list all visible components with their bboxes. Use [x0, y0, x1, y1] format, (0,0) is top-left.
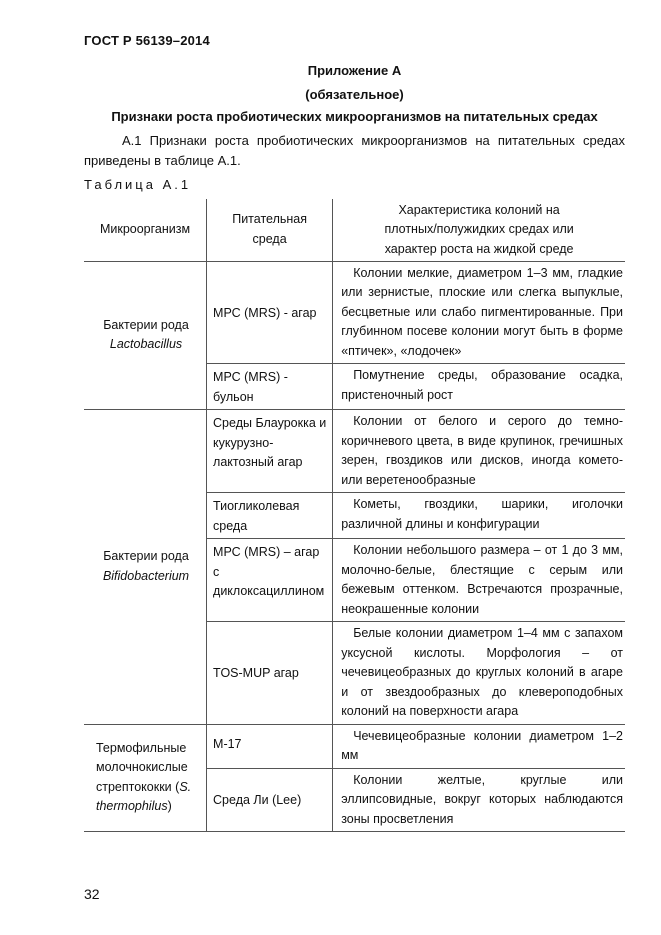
medium-cell: МРС (MRS) - агар	[207, 261, 333, 364]
header-medium: Питательная среда	[207, 199, 333, 261]
characteristic-cell	[333, 410, 625, 493]
characteristic-cell	[333, 539, 625, 622]
characteristic-text: Помутнение среды, образование осадка, пристеночный рост	[341, 368, 623, 402]
organism-latin: S. thermophilus	[96, 779, 192, 814]
characteristic-text: Колонии мелкие, диаметром 1–3 мм, гладкие или зернистые, плоские или слегка выпуклые, бесцветные или слабо пигментированные. При глубинном посеве колонии могут быть в форме «птичек», «лодочек»	[341, 265, 623, 358]
table-row	[84, 261, 625, 364]
header-organism: Микроорганизм	[84, 199, 207, 261]
characteristic-cell	[333, 493, 625, 539]
appendix-status: (обязательное)	[305, 87, 404, 102]
characteristic-text: Кометы, гвоздики, шарики, иголочки различной длины и конфигурации	[341, 497, 623, 531]
organism-latin: Bifidobacterium	[102, 568, 190, 583]
characteristic-text: Колонии небольшого размера – от 1 до 3 мм, молочно-белые, блестящие с серым или бежевым оттенком. Встречаются прозрачные, неокрашенные колонии	[341, 543, 623, 616]
page-number: 32	[84, 886, 100, 902]
table-row	[84, 724, 625, 768]
medium-cell: МРС (MRS) - бульон	[207, 364, 333, 410]
organism-tail: )	[167, 799, 172, 814]
organism-cell	[84, 724, 207, 832]
organism-cell	[84, 410, 207, 725]
medium-cell: МРС (MRS) – агар с диклоксациллином	[207, 539, 333, 622]
appendix-title: Приложение А	[307, 63, 402, 78]
characteristic-text: Колонии желтые, круглые или эллипсовидные, вокруг которых наблюдаются зоны просветления	[341, 772, 623, 826]
table-header-row	[84, 199, 625, 261]
characteristic-cell	[333, 768, 625, 832]
table-caption: Таблица А.1	[84, 177, 192, 192]
medium-cell: М-17	[207, 724, 333, 768]
document-code: ГОСТ Р 56139–2014	[84, 33, 210, 48]
characteristic-text: Колонии от белого и серого до темно-коричневого цвета, в виде крупинок, гречишных зерен, гвоздиков или дисков, иногда комето- или веретенообразные	[341, 414, 623, 487]
intro-paragraph: А.1 Признаки роста пробиотических микроорганизмов на питательных средах приведены в таблице А.1.	[84, 133, 625, 168]
medium-cell: Среды Блаурокка и кукурузно-лактозный агар	[207, 410, 333, 493]
medium-cell: Среда Ли (Lee)	[207, 768, 333, 832]
characteristic-cell	[333, 364, 625, 410]
table-row	[84, 410, 625, 493]
organism-latin: Lactobacillus	[109, 337, 183, 352]
characteristic-cell	[333, 724, 625, 768]
organism-name: Бактерии рода	[103, 549, 189, 564]
medium-cell: TOS-MUP агар	[207, 622, 333, 725]
characteristic-cell	[333, 622, 625, 725]
characteristic-text: Белые колонии диаметром 1–4 мм с запахом уксусной кислоты. Морфология – от чечевицеобразных до круглых колоний в агаре и от звездообразных до клевероподобных колоний на поверхности агара	[341, 626, 623, 718]
medium-cell: Тиогликолевая среда	[207, 493, 333, 539]
organism-name: Бактерии рода	[103, 317, 189, 332]
characteristic-cell	[333, 261, 625, 364]
appendix-heading: Признаки роста пробиотических микроорганизмов на питательных средах	[111, 109, 598, 124]
organism-cell	[84, 261, 207, 410]
growth-table	[84, 199, 625, 832]
organism-name: Термофильные молочнокислые стрептококки (	[96, 740, 188, 794]
characteristic-text: Чечевицеобразные колонии диаметром 1–2 мм	[341, 728, 623, 762]
header-characteristic: Характеристика колоний на плотных/полужидких средах или характер роста на жидкой среде	[333, 199, 625, 261]
